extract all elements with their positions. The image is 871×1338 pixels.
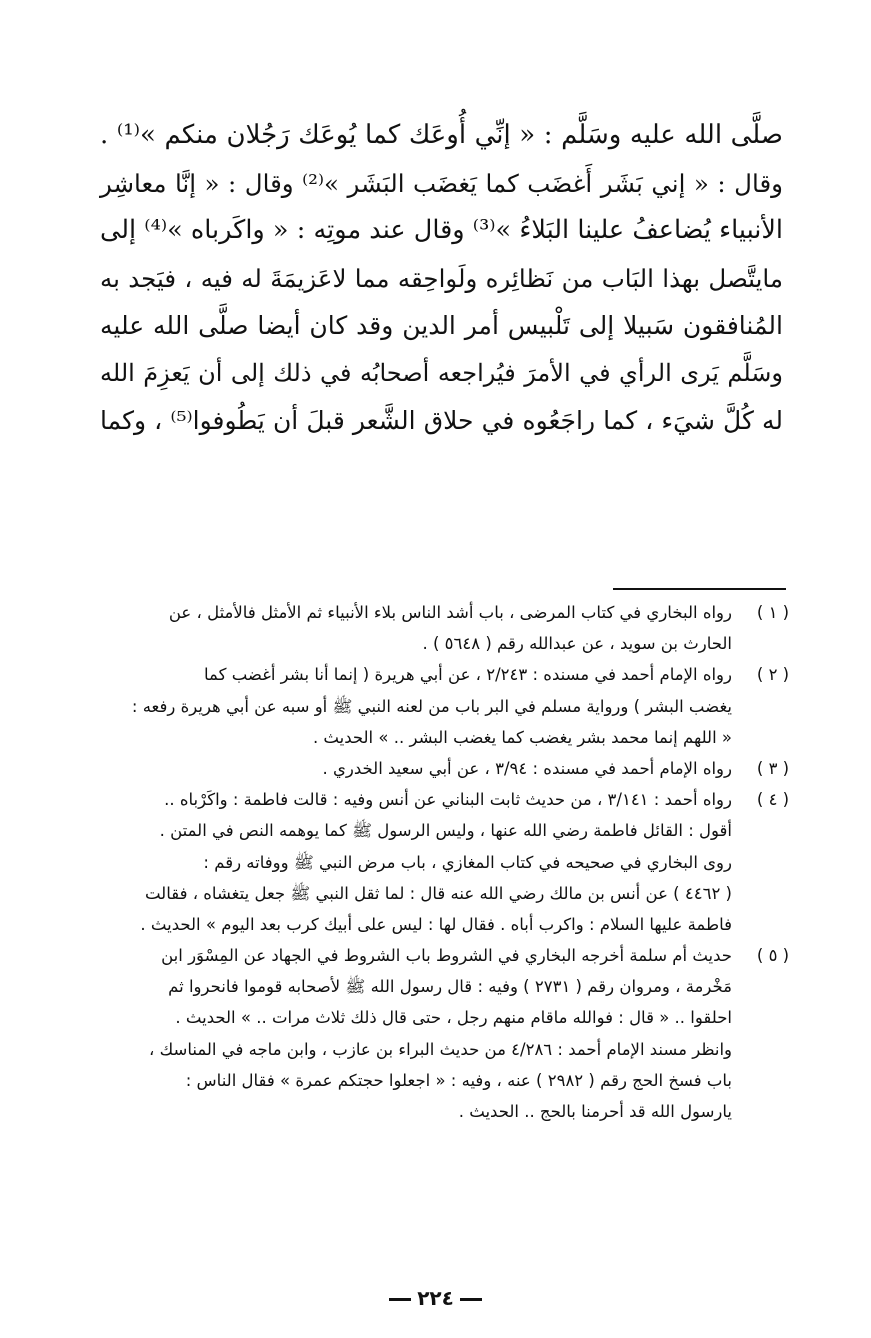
footnote-line: أقول : القائل فاطمة رضي الله عنها ، وليس الرسول ﷺ كما يوهمه النص في المتن . <box>159 821 732 841</box>
footnote-line: مَخْرمة ، ومروان رقم ( ٢٧٣١ ) وفيه : قال رسول الله ﷺ لأصحابه قوموا فانحروا ثم <box>168 977 732 997</box>
footnote-line: يارسول الله قد أحرمنا بالحج .. الحديث . <box>458 1102 732 1121</box>
main-text-line: الأنبياء يُضاعفُ علينا البَلاءُ »⁽³⁾ وقال عند موتِه : « واكَرباه »⁽⁴⁾ إلى <box>100 215 783 245</box>
footnote-line: رواه الإمام أحمد في مسنده : ٣/٩٤ ، عن أبي سعيد الخدري . <box>322 758 732 778</box>
footnote-line: رواه البخاري في كتاب المرضى ، باب أشد الناس بلاء الأنبياء ثم الأمثل فالأمثل ، عن <box>168 603 732 622</box>
footnotes-block <box>50 597 796 1127</box>
footnote-number: ( ٢ ) <box>756 665 790 685</box>
footnote-separator <box>613 588 786 590</box>
footnote-line: رواه الإمام أحمد في مسنده : ٢/٢٤٣ ، عن أبي هريرة ( إنما أنا بشر أغضب كما <box>204 665 732 685</box>
footnote-4 <box>50 784 796 940</box>
footnote-line: فاطمة عليها السلام : واكرب أباه . فقال لها : ليس على أبيك كرب بعد اليوم » الحديث . <box>140 914 732 934</box>
footnote-number: ( ٣ ) <box>756 758 790 778</box>
footnote-line: يغضب البشر ) ورواية مسلم في البر باب من لعنه النبي ﷺ أو سبه عن أبي هريرة رفعه : <box>131 696 732 716</box>
footnote-line: احلقوا .. « قال : فوالله ماقام منهم رجل ، حتى قال ذلك ثلاث مرات .. » الحديث . <box>175 1008 732 1028</box>
footnote-3 <box>50 753 796 784</box>
main-text-line: له كُلَّ شيَء ، كما راجَعُوه في حلاق الشَّعر قبلَ أن يَطُوفوا⁽⁵⁾ ، وكما <box>100 406 783 435</box>
footnote-line: رواه أحمد : ٣/١٤١ ، من حديث ثابت البناني عن أنس وفيه : قالت فاطمة : واكَرْباه .. <box>164 790 732 810</box>
footnote-line: باب فسخ الحج رقم ( ٢٩٨٢ ) عنه ، وفيه : « اجعلوا حجتكم عمرة » فقال الناس : <box>185 1070 732 1090</box>
main-text-block <box>100 112 783 445</box>
footnote-1 <box>50 597 796 659</box>
main-text-line: صلَّى الله عليه وسَلَّم : « إنِّي أُوعَك كما يُوعَك رَجُلان منكم »⁽¹⁾ . <box>100 120 783 150</box>
page-number-text: ٢٢٤ <box>417 1286 454 1310</box>
footnote-line: وانظر مسند الإمام أحمد : ٤/٢٨٦ من حديث البراء بن عازب ، وابن ماجه في المناسك ، <box>149 1039 732 1059</box>
footnote-number: ( ٥ ) <box>756 946 790 966</box>
page-number-dash <box>460 1298 482 1301</box>
footnote-number: ( ١ ) <box>756 603 790 622</box>
footnote-line: الحارث بن سويد ، عن عبدالله رقم ( ٥٦٤٨ ) . <box>422 634 732 654</box>
page-number-dash <box>389 1298 411 1301</box>
main-text-line: المُنافقون سَبيلا إلى تَلْبيس أمر الدين وقد كان أيضا صلَّى الله عليه <box>100 311 783 340</box>
footnote-line: « اللهم إنما محمد بشر يغضب كما يغضب البشر .. » الحديث . <box>312 727 732 747</box>
main-text-line: وقال : « إني بَشَر أَغضَب كما يَغضَب البَشَر »⁽²⁾ وقال : « إنَّا معاشِر <box>100 168 783 198</box>
footnote-5 <box>50 940 796 1127</box>
footnote-line: ( ٤٤٦٢ ) عن أنس بن مالك رضي الله عنه قال : لما ثقل النبي ﷺ جعل يتغشاه ، فقالت <box>144 883 732 903</box>
footnote-2 <box>50 659 796 753</box>
page-number <box>0 1286 871 1310</box>
footnote-line: حديث أم سلمة أخرجه البخاري في الشروط باب الشروط في الجهاد عن المِسْوَر ابن <box>161 946 732 966</box>
footnote-number: ( ٤ ) <box>756 790 790 810</box>
main-text-line: مايتَّصل بهذا البَاب من نَظائِره ولَواحِقه مما لاعَزيمَةَ له فيه ، فيَجد به <box>100 263 783 293</box>
main-text-line: وسَلَّم يَرى الرأي في الأمرَ فيُراجعه أصحابُه في ذلك إلى أن يَعزِمَ الله <box>100 358 783 387</box>
footnote-line: روى البخاري في صحيحه في كتاب المغازي ، باب مرض النبي ﷺ ووفاته رقم : <box>203 852 732 872</box>
